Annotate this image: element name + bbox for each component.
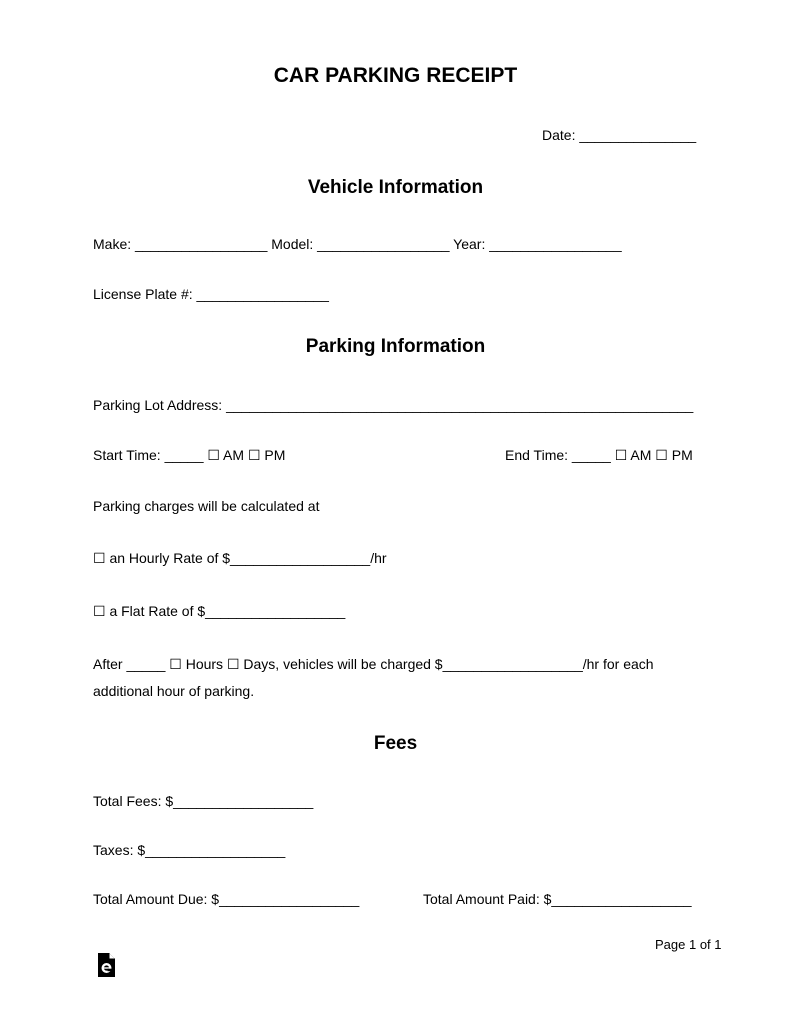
charges-intro-text: Parking charges will be calculated at [93,498,320,514]
fees-heading: Fees [373,733,418,754]
end-time-field[interactable]: End Time: _____ ☐ AM ☐ PM [505,447,693,463]
total-fees-field[interactable]: Total Fees: $__________________ [93,793,314,809]
taxes-field[interactable]: Taxes: $__________________ [93,842,286,858]
eforms-logo-icon [97,953,115,977]
hourly-rate-option[interactable]: ☐ an Hourly Rate of $__________________/hr [93,550,387,566]
make-model-year-fields[interactable]: Make: _________________ Model: _________________ Year: _________________ [93,236,622,252]
after-hours-line[interactable]: After _____ ☐ Hours ☐ Days, vehicles will be charged $__________________/hr for each [93,656,654,672]
page-number: Page 1 of 1 [655,937,722,952]
additional-hour-text: additional hour of parking. [93,683,255,699]
date-field[interactable]: Date: _______________ [542,127,697,143]
parking-information-heading: Parking Information [305,336,486,357]
total-amount-paid-field[interactable]: Total Amount Paid: $__________________ [423,891,692,907]
vehicle-information-heading: Vehicle Information [307,177,484,198]
license-plate-field[interactable]: License Plate #: _________________ [93,286,329,302]
flat-rate-option[interactable]: ☐ a Flat Rate of $__________________ [93,603,346,619]
parking-lot-address-field[interactable]: Parking Lot Address: ____________________________________________________________ [93,397,694,413]
total-amount-due-field[interactable]: Total Amount Due: $__________________ [93,891,360,907]
document-title: CAR PARKING RECEIPT [273,64,518,87]
start-time-field[interactable]: Start Time: _____ ☐ AM ☐ PM [93,447,286,463]
